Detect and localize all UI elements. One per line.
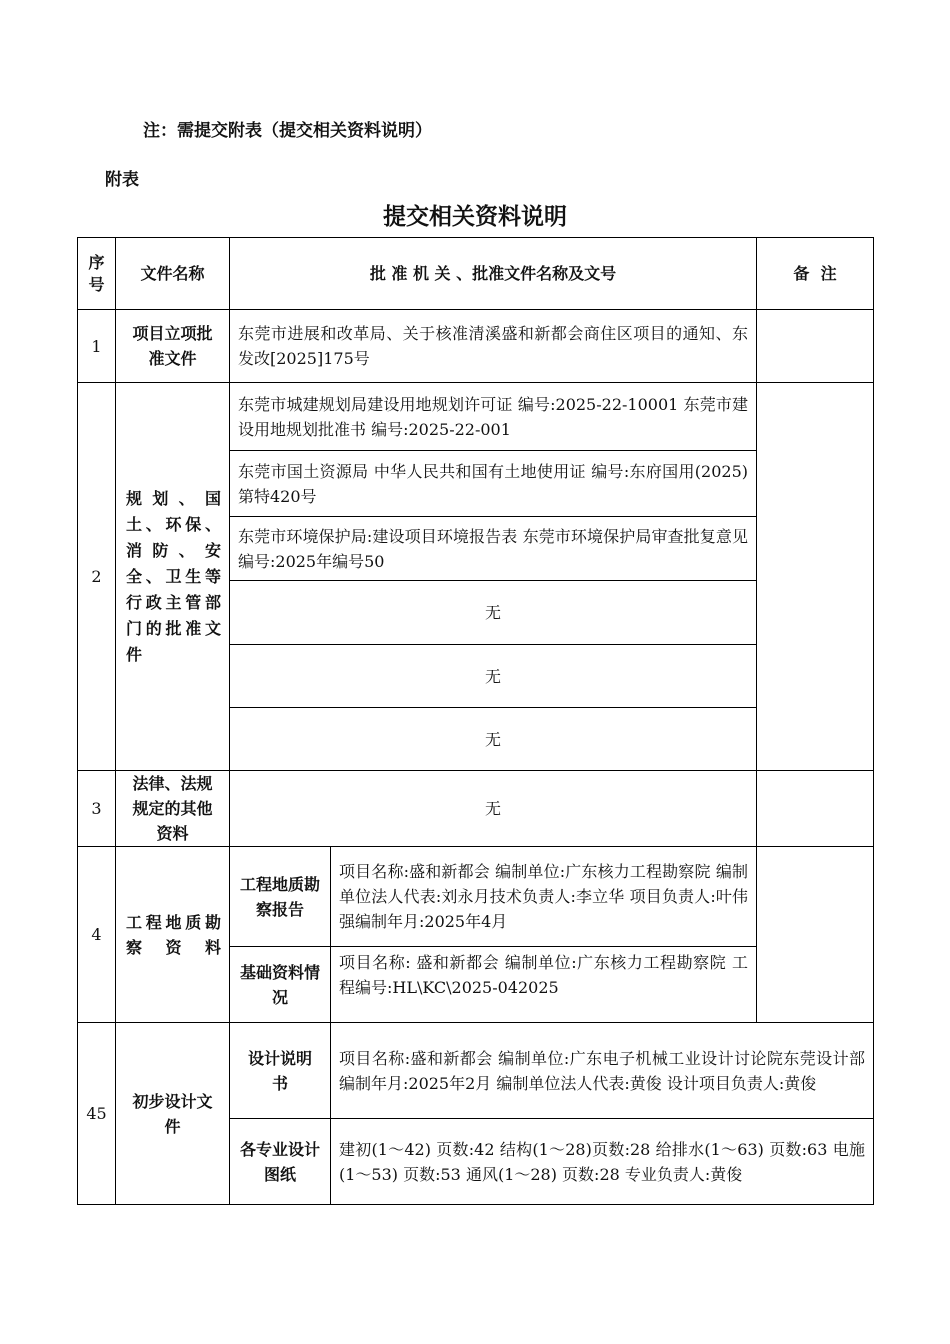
subrow-name: 设计说明书 (230, 1023, 331, 1119)
subrow-content: 项目名称:盛和新都会 编制单位:广东核力工程勘察院 编制单位法人代表:刘永月技术负责人:李立华 项目负责人:叶伟强编制年月:2025年4月 (331, 847, 757, 947)
table-row (78, 383, 874, 451)
subrow-name: 基础资料情况 (230, 947, 331, 1023)
row-authority-item: 东莞市城建规划局建设用地规划许可证 编号:2025-22-10001 东莞市建设用地规划批准书 编号:2025-22-001 (230, 383, 757, 451)
table-row (78, 1023, 874, 1119)
subrow-name: 工程地质勘察报告 (230, 847, 331, 947)
subrow-content: 建初(1～42) 页数:42 结构(1～28)页数:28 给排水(1～63) 页数:63 电施(1～53) 页数:53 通风(1～28) 页数:28 专业负责人:黄俊 (331, 1119, 874, 1205)
table-row (78, 847, 874, 947)
subrow-content: 项目名称:盛和新都会 编制单位:广东电子机械工业设计讨论院东莞设计部 编制年月:2025年2月 编制单位法人代表:黄俊 设计项目负责人:黄俊 (331, 1023, 874, 1119)
table-row (78, 771, 874, 847)
row-seq: 3 (78, 771, 116, 847)
row-remarks (757, 310, 874, 383)
row-seq: 2 (78, 383, 116, 771)
row-file-name: 法律、法规规定的其他资料 (116, 771, 230, 847)
header-seq: 序号 (78, 238, 116, 310)
header-file-name: 文件名称 (116, 238, 230, 310)
row-authority-item: 无 (230, 645, 757, 708)
documents-table (77, 237, 874, 1205)
row-remarks (757, 383, 874, 771)
row-seq: 4 (78, 847, 116, 1023)
row-file-name: 规划、国土、环保、消防、安全、卫生等行政主管部门的批准文件 (116, 383, 230, 771)
header-authority: 批 准 机 关 、批准文件名称及文号 (230, 238, 757, 310)
row-authority-item: 无 (230, 581, 757, 645)
row-authority: 无 (230, 771, 757, 847)
table-row (78, 310, 874, 383)
subrow-content: 项目名称: 盛和新都会 编制单位:广东核力工程勘察院 工程编号:HL\KC\2025-042025 (331, 947, 757, 1023)
row-authority-item: 东莞市环境保护局:建设项目环境报告表 东莞市环境保护局审查批复意见 编号:2025年编号50 (230, 517, 757, 581)
row-file-name: 工程地质勘察资料 (116, 847, 230, 1023)
row-authority-item: 东莞市国土资源局 中华人民共和国有土地使用证 编号:东府国用(2025)第特420号 (230, 451, 757, 517)
header-row (78, 238, 874, 310)
note-text: 注：需提交附表（提交相关资料说明） (143, 121, 432, 141)
page-title: 提交相关资料说明 (383, 204, 567, 230)
subrow-name: 各专业设计图纸 (230, 1119, 331, 1205)
row-file-name: 初步设计文件 (116, 1023, 230, 1205)
row-seq: 1 (78, 310, 116, 383)
attachment-label: 附表 (105, 170, 139, 190)
row-file-name: 项目立项批准文件 (116, 310, 230, 383)
row-remarks (757, 847, 874, 1023)
row-remarks (757, 771, 874, 847)
row-authority: 东莞市进展和改革局、关于核准清溪盛和新都会商住区项目的通知、东发改[2025]175号 (230, 310, 757, 383)
row-authority-item: 无 (230, 708, 757, 771)
header-remarks: 备 注 (757, 238, 874, 310)
row-seq: 45 (78, 1023, 116, 1205)
